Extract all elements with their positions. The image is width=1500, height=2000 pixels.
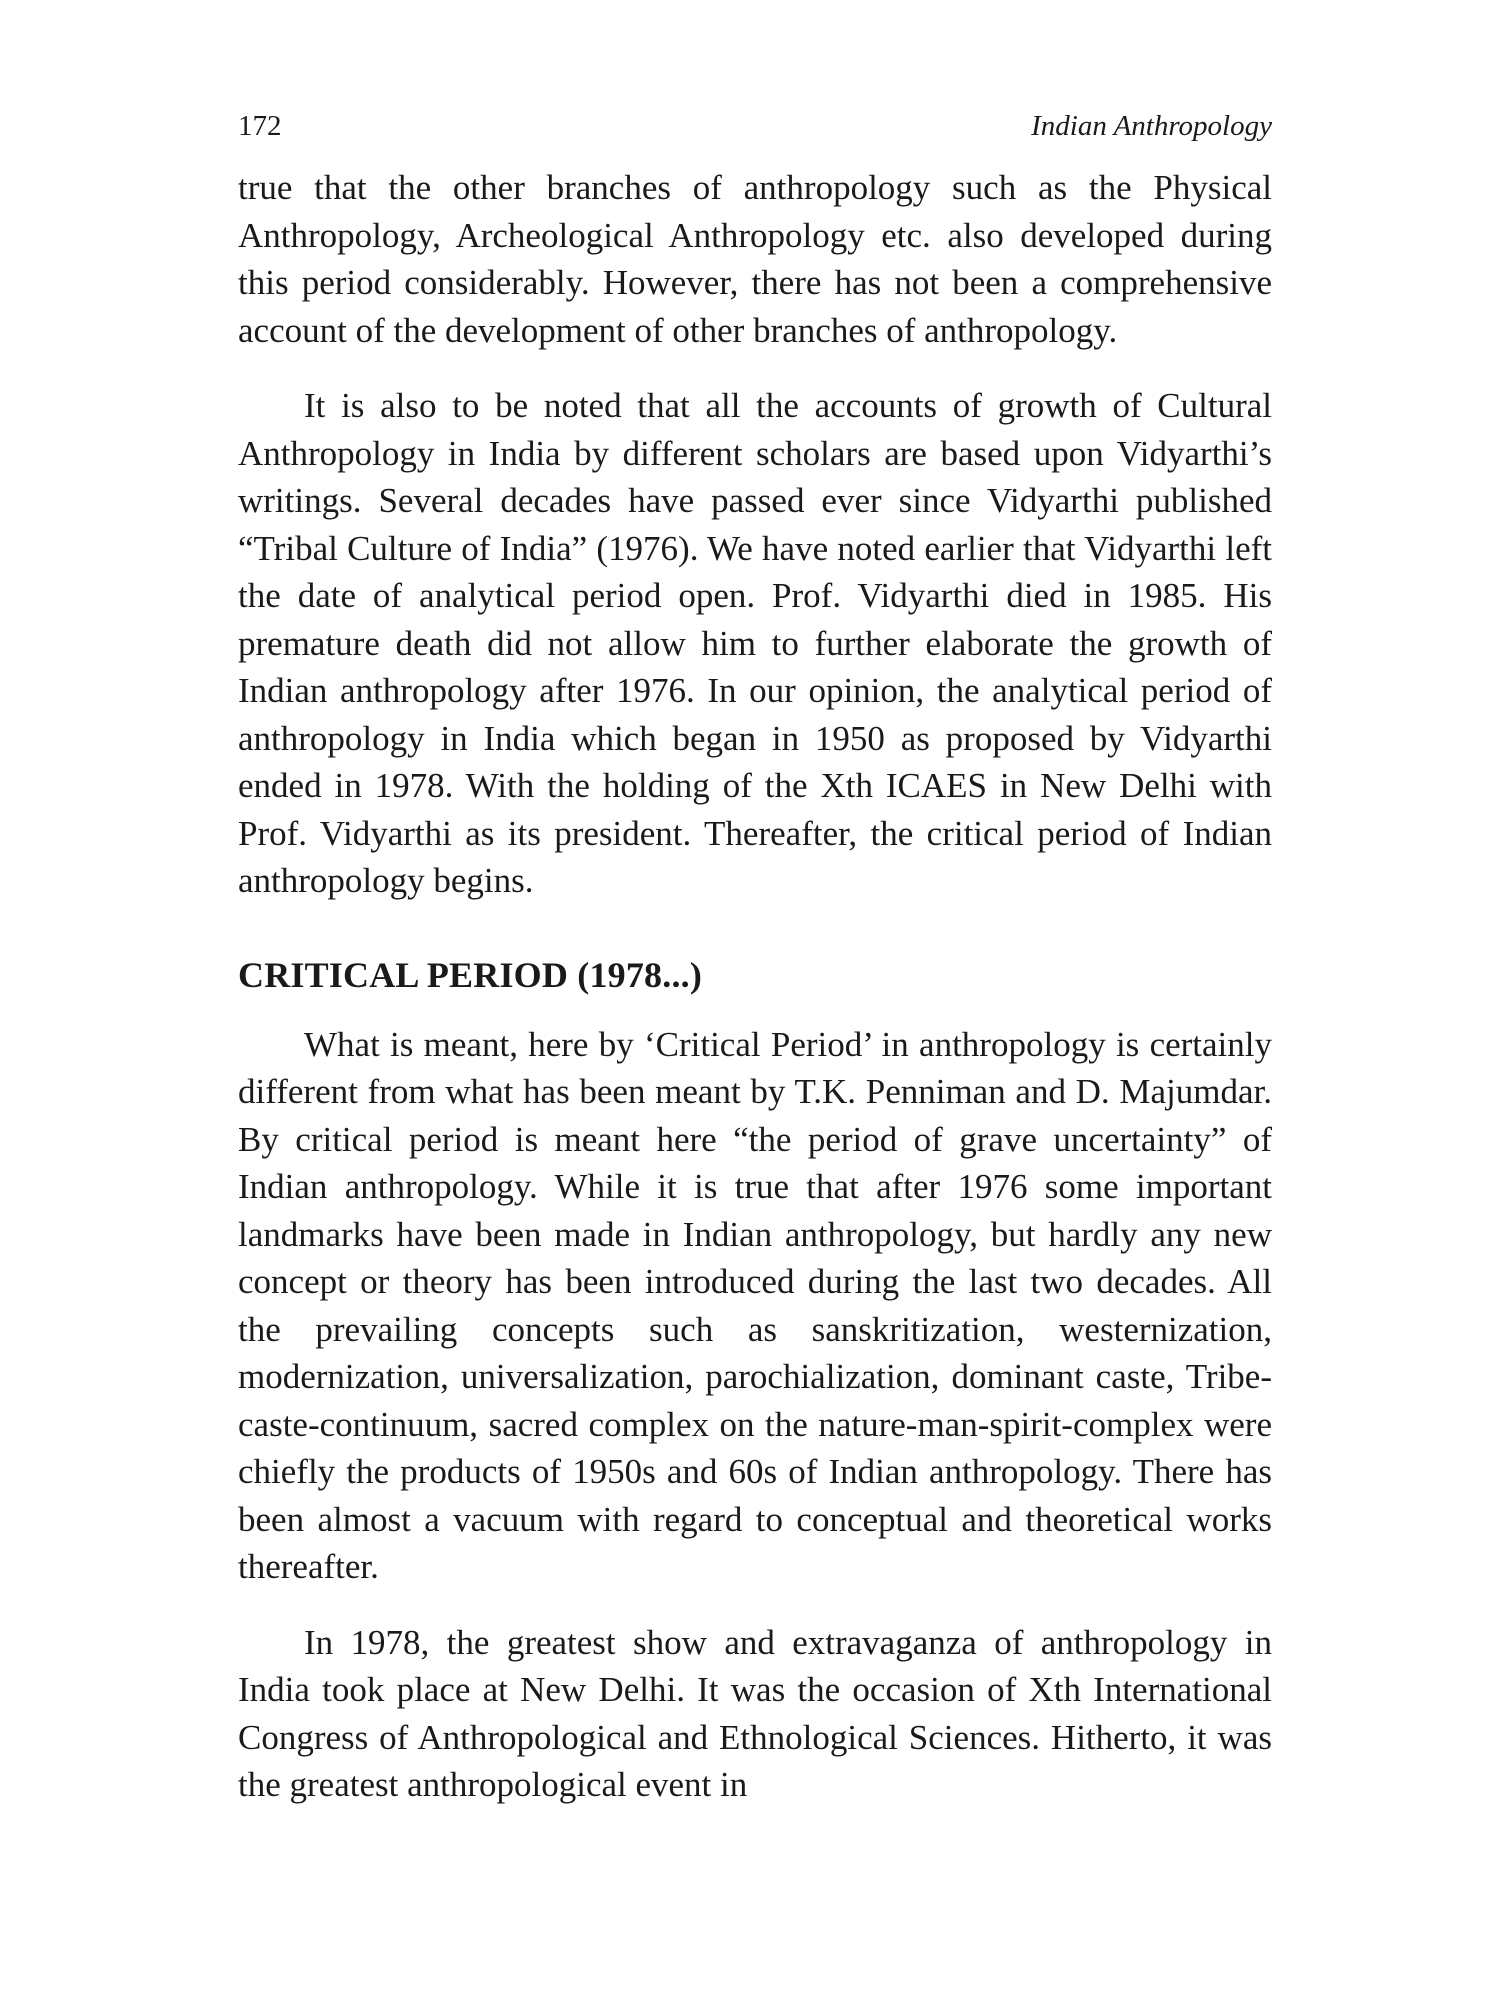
paragraph-vidyarthi-writings: It is also to be noted that all the accounts of growth of Cultural Anthropology in India by different scholars are based upon Vidyarthi’s writings. Several decades have passed ever since Vidyarthi published “Tribal Culture of India” (1976). We have noted earlier that Vidyarthi left the date of analytical period open. Prof. Vidyarthi died in 1985. His premature death did not allow him to further elaborate the growth of Indian anthropology after 1976. In our opinion, the analytical period of anthropology in India which began in 1950 as proposed by Vidyarthi ended in 1978. With the holding of the Xth ICAES in New Delhi with Prof. Vidyarthi as its president. Thereafter, the critical period of Indian anthropology begins. (238, 386, 1272, 900)
paragraph-spacer (238, 1591, 1272, 1619)
book-page (238, 108, 1272, 1809)
paragraph-critical-period: What is meant, here by ‘Critical Period’ in anthropology is certainly different from what has been meant by T.K. Penniman and D. Majumdar. By critical period is meant here “the period of grave uncertainty” of Indian anthropology. While it is true that after 1976 some important landmarks have been made in Indian anthropology, but hardly any new concept or theory has been introduced during the last two decades. All the prevailing concepts such as sanskritization, westernization, modernization, universalization, parochialization, dominant caste, Tribe-caste-continuum, sacred complex on the nature-man-spirit-complex were chiefly the products of 1950s and 60s of Indian anthropology. There has been almost a vacuum with regard to conceptual and theoretical works thereafter. (238, 1024, 1272, 1586)
running-head (238, 108, 1272, 144)
paragraph-spacer (238, 354, 1272, 382)
paragraph-1978-congress: In 1978, the greatest show and extravaganza of anthropology in India took place at New Delhi. It was the occasion of Xth International Congress of Anthropological and Ethnological Sciences. Hitherto, it was the greatest anthropological event in (238, 1622, 1272, 1804)
page-number: 172 (238, 110, 282, 142)
paragraph-continued: true that the other branches of anthropology such as the Physical Anthropology, Archeological Anthropology etc. also developed during this period considerably. However, there has not been a comprehensive account of the development of other branches of anthropology. (238, 168, 1272, 350)
section-heading: CRITICAL PERIOD (1978...) (238, 954, 703, 995)
running-head-title: Indian Anthropology (1031, 110, 1272, 142)
